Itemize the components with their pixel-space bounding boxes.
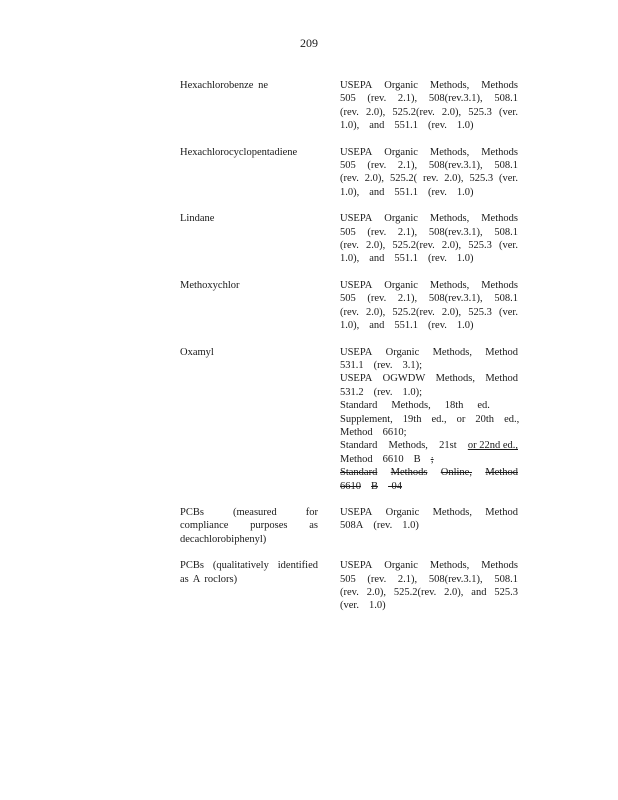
table-row: [180, 279, 520, 333]
method-line: (rev. 2.0), 525.2(rev. 2.0), and 525.3: [340, 587, 518, 598]
inserted-text: or 22nd ed.,: [467, 440, 518, 452]
table-row: [180, 559, 520, 613]
method-line: USEPA Organic Methods, Methods: [340, 279, 518, 291]
deleted-text: 6610 B -04: [340, 480, 403, 492]
table-row: [180, 212, 520, 266]
method-text: [340, 79, 518, 133]
analyte-name: Lindane: [180, 213, 215, 225]
method-line: 1.0), and 551.1 (rev. 1.0): [340, 186, 474, 198]
method-text: [340, 559, 518, 613]
method-line: (rev. 2.0), 525.2( rev. 2.0), 525.3 (ver.: [340, 173, 518, 185]
method-line: USEPA Organic Methods, Method: [340, 346, 518, 358]
method-line: USEPA OGWDW Methods, Method: [340, 373, 518, 385]
method-line: 531.2 (rev. 1.0);: [340, 386, 423, 398]
methods-table: [180, 79, 520, 626]
table-row: [180, 506, 520, 546]
method-line: (ver. 1.0): [340, 600, 386, 612]
analyte-name: PCBs (qualitatively identified as A roclors): [180, 560, 318, 585]
method-text: [340, 146, 518, 200]
method-line: USEPA Organic Methods, Methods: [340, 213, 518, 225]
method-line: 505 (rev. 2.1), 508(rev.3.1), 508.1: [340, 93, 518, 105]
method-line: USEPA Organic Methods, Methods: [340, 80, 518, 91]
analyte-name: Hexachlorobenze ne: [180, 80, 268, 91]
method-line: (rev. 2.0), 525.2(rev. 2.0), 525.3 (ver.: [340, 306, 518, 318]
method-line: Method 6610;: [340, 426, 407, 438]
analyte-name: PCBs (measured for compliance purposes as decachlorobiphenyl): [180, 506, 318, 545]
method-text: [340, 346, 518, 493]
method-line: 505 (rev. 2.1), 508(rev.3.1), 508.1: [340, 573, 518, 585]
method-line: Method 6610 B ;: [340, 453, 434, 465]
method-text: [340, 212, 518, 266]
table-row: [180, 79, 520, 133]
method-line: USEPA Organic Methods, Methods: [340, 560, 518, 572]
method-line: (rev. 2.0), 525.2(rev. 2.0), 525.3 (ver.: [340, 106, 518, 118]
method-line: 1.0), and 551.1 (rev. 1.0): [340, 320, 474, 332]
method-line: Standard Methods, 18th ed.: [340, 400, 490, 412]
page-number: 209: [300, 36, 318, 50]
analyte-name: Methoxychlor: [180, 279, 240, 291]
analyte-name: Oxamyl: [180, 346, 214, 358]
method-line: USEPA Organic Methods, Methods: [340, 146, 518, 158]
deleted-text: ;: [430, 453, 434, 465]
method-text: [340, 279, 518, 333]
table-row: [180, 346, 520, 493]
method-line: 508A (rev. 1.0): [340, 520, 419, 532]
method-line: 1.0), and 551.1 (rev. 1.0): [340, 120, 474, 132]
table-row: [180, 146, 520, 200]
method-line: 505 (rev. 2.1), 508(rev.3.1), 508.1: [340, 293, 518, 305]
method-line: (rev. 2.0), 525.2(rev. 2.0), 525.3 (ver.: [340, 240, 518, 252]
method-line: Supplement, 19th ed., or 20th ed.,: [340, 413, 520, 425]
method-line: Standard Methods, 21st or 22nd ed.,: [340, 440, 518, 452]
method-text: [340, 506, 518, 546]
analyte-name: Hexachlorocyclopentadiene: [180, 146, 298, 158]
deleted-text: Standard Methods Online, Method: [340, 467, 518, 479]
method-line: 531.1 (rev. 3.1);: [340, 359, 423, 371]
method-line: USEPA Organic Methods, Method: [340, 506, 518, 518]
method-line: 505 (rev. 2.1), 508(rev.3.1), 508.1: [340, 160, 518, 172]
method-line: 505 (rev. 2.1), 508(rev.3.1), 508.1: [340, 226, 518, 238]
method-line: 1.0), and 551.1 (rev. 1.0): [340, 253, 474, 265]
